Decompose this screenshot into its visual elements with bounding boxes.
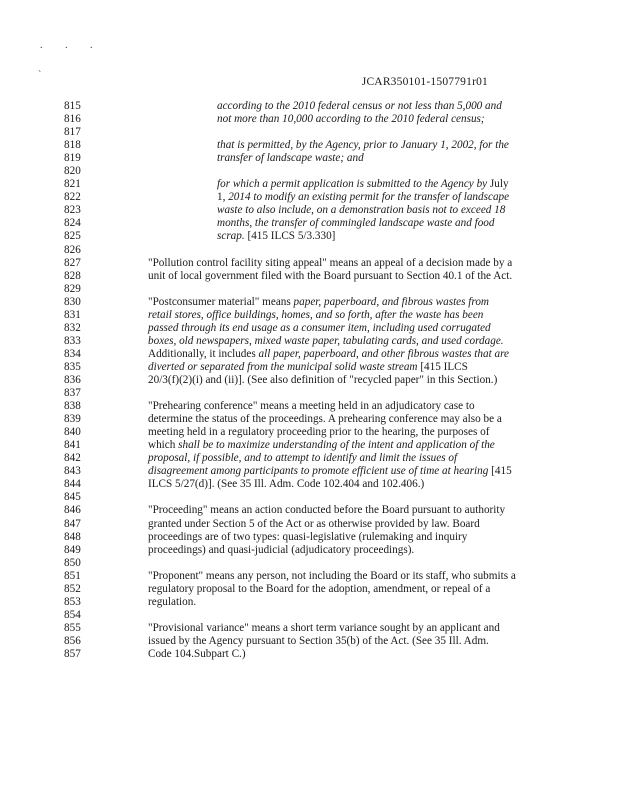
text-line [64,165,584,178]
text-line [64,309,584,322]
scan-mark: ` [38,70,42,81]
line-text [148,635,489,648]
line-text [217,139,509,152]
line-text [217,204,505,217]
line-text [148,426,489,439]
line-number: 837 [64,387,81,400]
roman-text: meeting held in a regulatory proceeding prior to the hearing, the purposes of [148,426,490,439]
line-text [148,570,516,583]
text-line [64,139,584,152]
text-line [64,113,584,126]
italic-statutory-text: that is permitted, by the Agency, prior to January 1, 2002, for the [217,139,509,152]
text-line [64,439,584,452]
text-line [64,178,584,191]
line-number: 847 [64,517,81,530]
italic-statutory-text: proposal, if possible, and to attempt to identify and limit the issues of [148,452,458,465]
text-line [64,100,584,113]
line-number: 835 [64,360,81,373]
line-text [148,439,495,452]
document-body [64,100,584,661]
text-line [64,230,584,243]
text-line [64,570,584,583]
italic-statutory-text: diverted or separated from the municipal solid waste stream [148,360,418,373]
roman-text: regulation. [148,595,197,608]
italic-statutory-text: waste to also include, on a demonstration basis not to exceed 18 [217,204,506,217]
text-line [64,518,584,531]
line-text [217,217,495,230]
roman-text: ILCS 5/27(d)]. (See 35 Ill. Adm. Code 102.404 and 102.406.) [148,478,425,491]
roman-text: Additionally, it includes [148,347,259,360]
roman-text: 1 [217,191,223,204]
line-text [217,230,335,243]
roman-text: "Provisional variance" means a short term variance sought by an applicant and [148,621,500,634]
line-text [217,113,485,126]
line-text [217,191,509,204]
italic-statutory-text: all paper, paperboard, and other fibrous wastes that are [258,347,509,360]
line-number: 834 [64,347,81,360]
italic-statutory-text: transfer of landscape waste; and [217,152,364,165]
text-line [64,400,584,413]
text-line [64,557,584,570]
text-line [64,257,584,270]
line-number: 846 [64,504,81,517]
line-number: 830 [64,295,81,308]
text-line [64,596,584,609]
line-text [148,596,196,609]
text-line [64,426,584,439]
line-text [148,504,505,517]
roman-text: proceedings are of two types: quasi-legislative (rulemaking and inquiry [148,530,468,543]
text-line [64,204,584,217]
line-number: 826 [64,243,81,256]
line-number: 850 [64,556,81,569]
line-text [148,361,468,374]
line-text [148,518,480,531]
text-line [64,361,584,374]
line-number: 823 [64,204,81,217]
italic-statutory-text: paper, paperboard, and fibrous wastes from [293,295,490,308]
line-number: 836 [64,373,81,386]
line-number: 832 [64,321,81,334]
text-line [64,609,584,622]
italic-statutory-text: months, the transfer of commingled landscape waste and food [217,217,495,230]
line-number: 841 [64,439,81,452]
line-text [148,348,509,361]
line-text [148,257,512,270]
roman-text: unit of local government filed with the Board pursuant to Section 40.1 of the Act. [148,269,513,282]
line-text [148,452,457,465]
roman-text: [415 ILCS 5/3.330] [244,230,336,243]
text-line [64,217,584,230]
line-number: 818 [64,139,81,152]
text-line [64,283,584,296]
line-number: 857 [64,647,81,660]
line-number: 833 [64,334,81,347]
text-line [64,478,584,491]
roman-text: regulatory proposal to the Board for the adoption, amendment, or repeal of a [148,582,491,595]
text-line [64,387,584,400]
line-text [148,270,512,283]
roman-text: [415 [488,465,512,478]
italic-statutory-text: scrap. [217,230,245,243]
line-text [148,322,491,335]
italic-statutory-text: boxes, old newspapers, mixed waste paper, tabulating cards, and used cordage. [148,334,504,347]
roman-text: Code 104.Subpart C.) [148,647,246,660]
line-number: 840 [64,426,81,439]
text-line [64,126,584,139]
line-number: 816 [64,113,81,126]
roman-text: "Proponent" means any person, not including the Board or its staff, who submits a [148,569,516,582]
line-number: 838 [64,400,81,413]
line-number: 843 [64,465,81,478]
roman-text: July [489,178,509,191]
italic-statutory-text: , 2014 to modify an existing permit for the transfer of landscape [222,191,510,204]
line-number: 829 [64,282,81,295]
text-line [64,374,584,387]
roman-text: determine the status of the proceedings. A prehearing conference may also be a [148,413,502,426]
line-text [148,622,500,635]
text-line [64,152,584,165]
line-text [217,178,509,191]
line-text [217,100,502,113]
roman-text: "Postconsumer material" means [148,295,294,308]
roman-text: "Prehearing conference" means a meeting held in an adjudicatory case to [148,400,475,413]
text-line [64,348,584,361]
line-text [148,544,414,557]
text-line [64,335,584,348]
line-number: 854 [64,608,81,621]
text-line [64,648,584,661]
text-line [64,531,584,544]
line-number: 839 [64,413,81,426]
text-line [64,270,584,283]
line-number: 820 [64,165,81,178]
italic-statutory-text: shall be to maximize understanding of the intent and application of the [178,439,495,452]
text-line [64,191,584,204]
text-line [64,465,584,478]
line-text [148,465,512,478]
line-number: 819 [64,152,81,165]
line-text [148,648,246,661]
line-number: 849 [64,543,81,556]
italic-statutory-text: for which a permit application is submitted to the Agency by [217,178,490,191]
text-line [64,244,584,257]
text-line [64,583,584,596]
line-number: 824 [64,217,81,230]
document-id: JCAR350101-1507791r01 [361,76,488,88]
text-line [64,491,584,504]
roman-text: issued by the Agency pursuant to Section 35(b) of the Act. (See 35 Ill. Adm. [148,634,489,647]
line-number: 817 [64,126,81,139]
line-number: 851 [64,569,81,582]
roman-text: [415 ILCS [417,360,468,373]
italic-statutory-text: according to the 2010 federal census or not less than 5,000 and [217,100,502,112]
italic-statutory-text: not more than 10,000 according to the 2010 federal census; [217,113,485,126]
text-line [64,322,584,335]
line-text [148,296,489,309]
line-number: 842 [64,452,81,465]
line-text [148,413,502,426]
line-number: 856 [64,634,81,647]
text-line [64,296,584,309]
line-number: 821 [64,178,81,191]
line-number: 853 [64,595,81,608]
roman-text: 20/3(f)(2)(i) and (ii)]. (See also definition of "recycled paper" in this Section.) [148,373,498,386]
line-number: 825 [64,230,81,243]
text-line [64,635,584,648]
line-text [148,531,467,544]
italic-statutory-text: disagreement among participants to promote efficient use of time at hearing [148,465,489,478]
line-text [148,583,490,596]
text-line [64,452,584,465]
text-line [64,504,584,517]
text-line [64,544,584,557]
line-text [148,335,504,348]
text-line [64,413,584,426]
line-text [217,152,364,165]
text-line [64,622,584,635]
line-number: 828 [64,269,81,282]
line-number: 827 [64,256,81,269]
line-number: 822 [64,191,81,204]
italic-statutory-text: passed through its end usage as a consumer item, including used corrugated [148,321,491,334]
roman-text: proceedings) and quasi-judicial (adjudicatory proceedings). [148,543,415,556]
line-text [148,400,475,413]
roman-text: granted under Section 5 of the Act or as otherwise provided by law. Board [148,517,480,530]
roman-text: which [148,439,179,452]
italic-statutory-text: retail stores, office buildings, homes, and so forth, after the waste has been [148,308,484,321]
scan-specks: . . . [40,40,103,51]
line-number: 815 [64,100,81,112]
line-number: 855 [64,621,81,634]
roman-text: "Pollution control facility siting appeal" means an appeal of a decision made by a [148,256,513,269]
line-number: 845 [64,491,81,504]
line-text [148,374,497,387]
line-number: 844 [64,478,81,491]
line-number: 848 [64,530,81,543]
line-text [148,478,424,491]
roman-text: "Proceeding" means an action conducted before the Board pursuant to authority [148,504,506,517]
line-text [148,309,483,322]
line-number: 852 [64,582,81,595]
line-number: 831 [64,308,81,321]
